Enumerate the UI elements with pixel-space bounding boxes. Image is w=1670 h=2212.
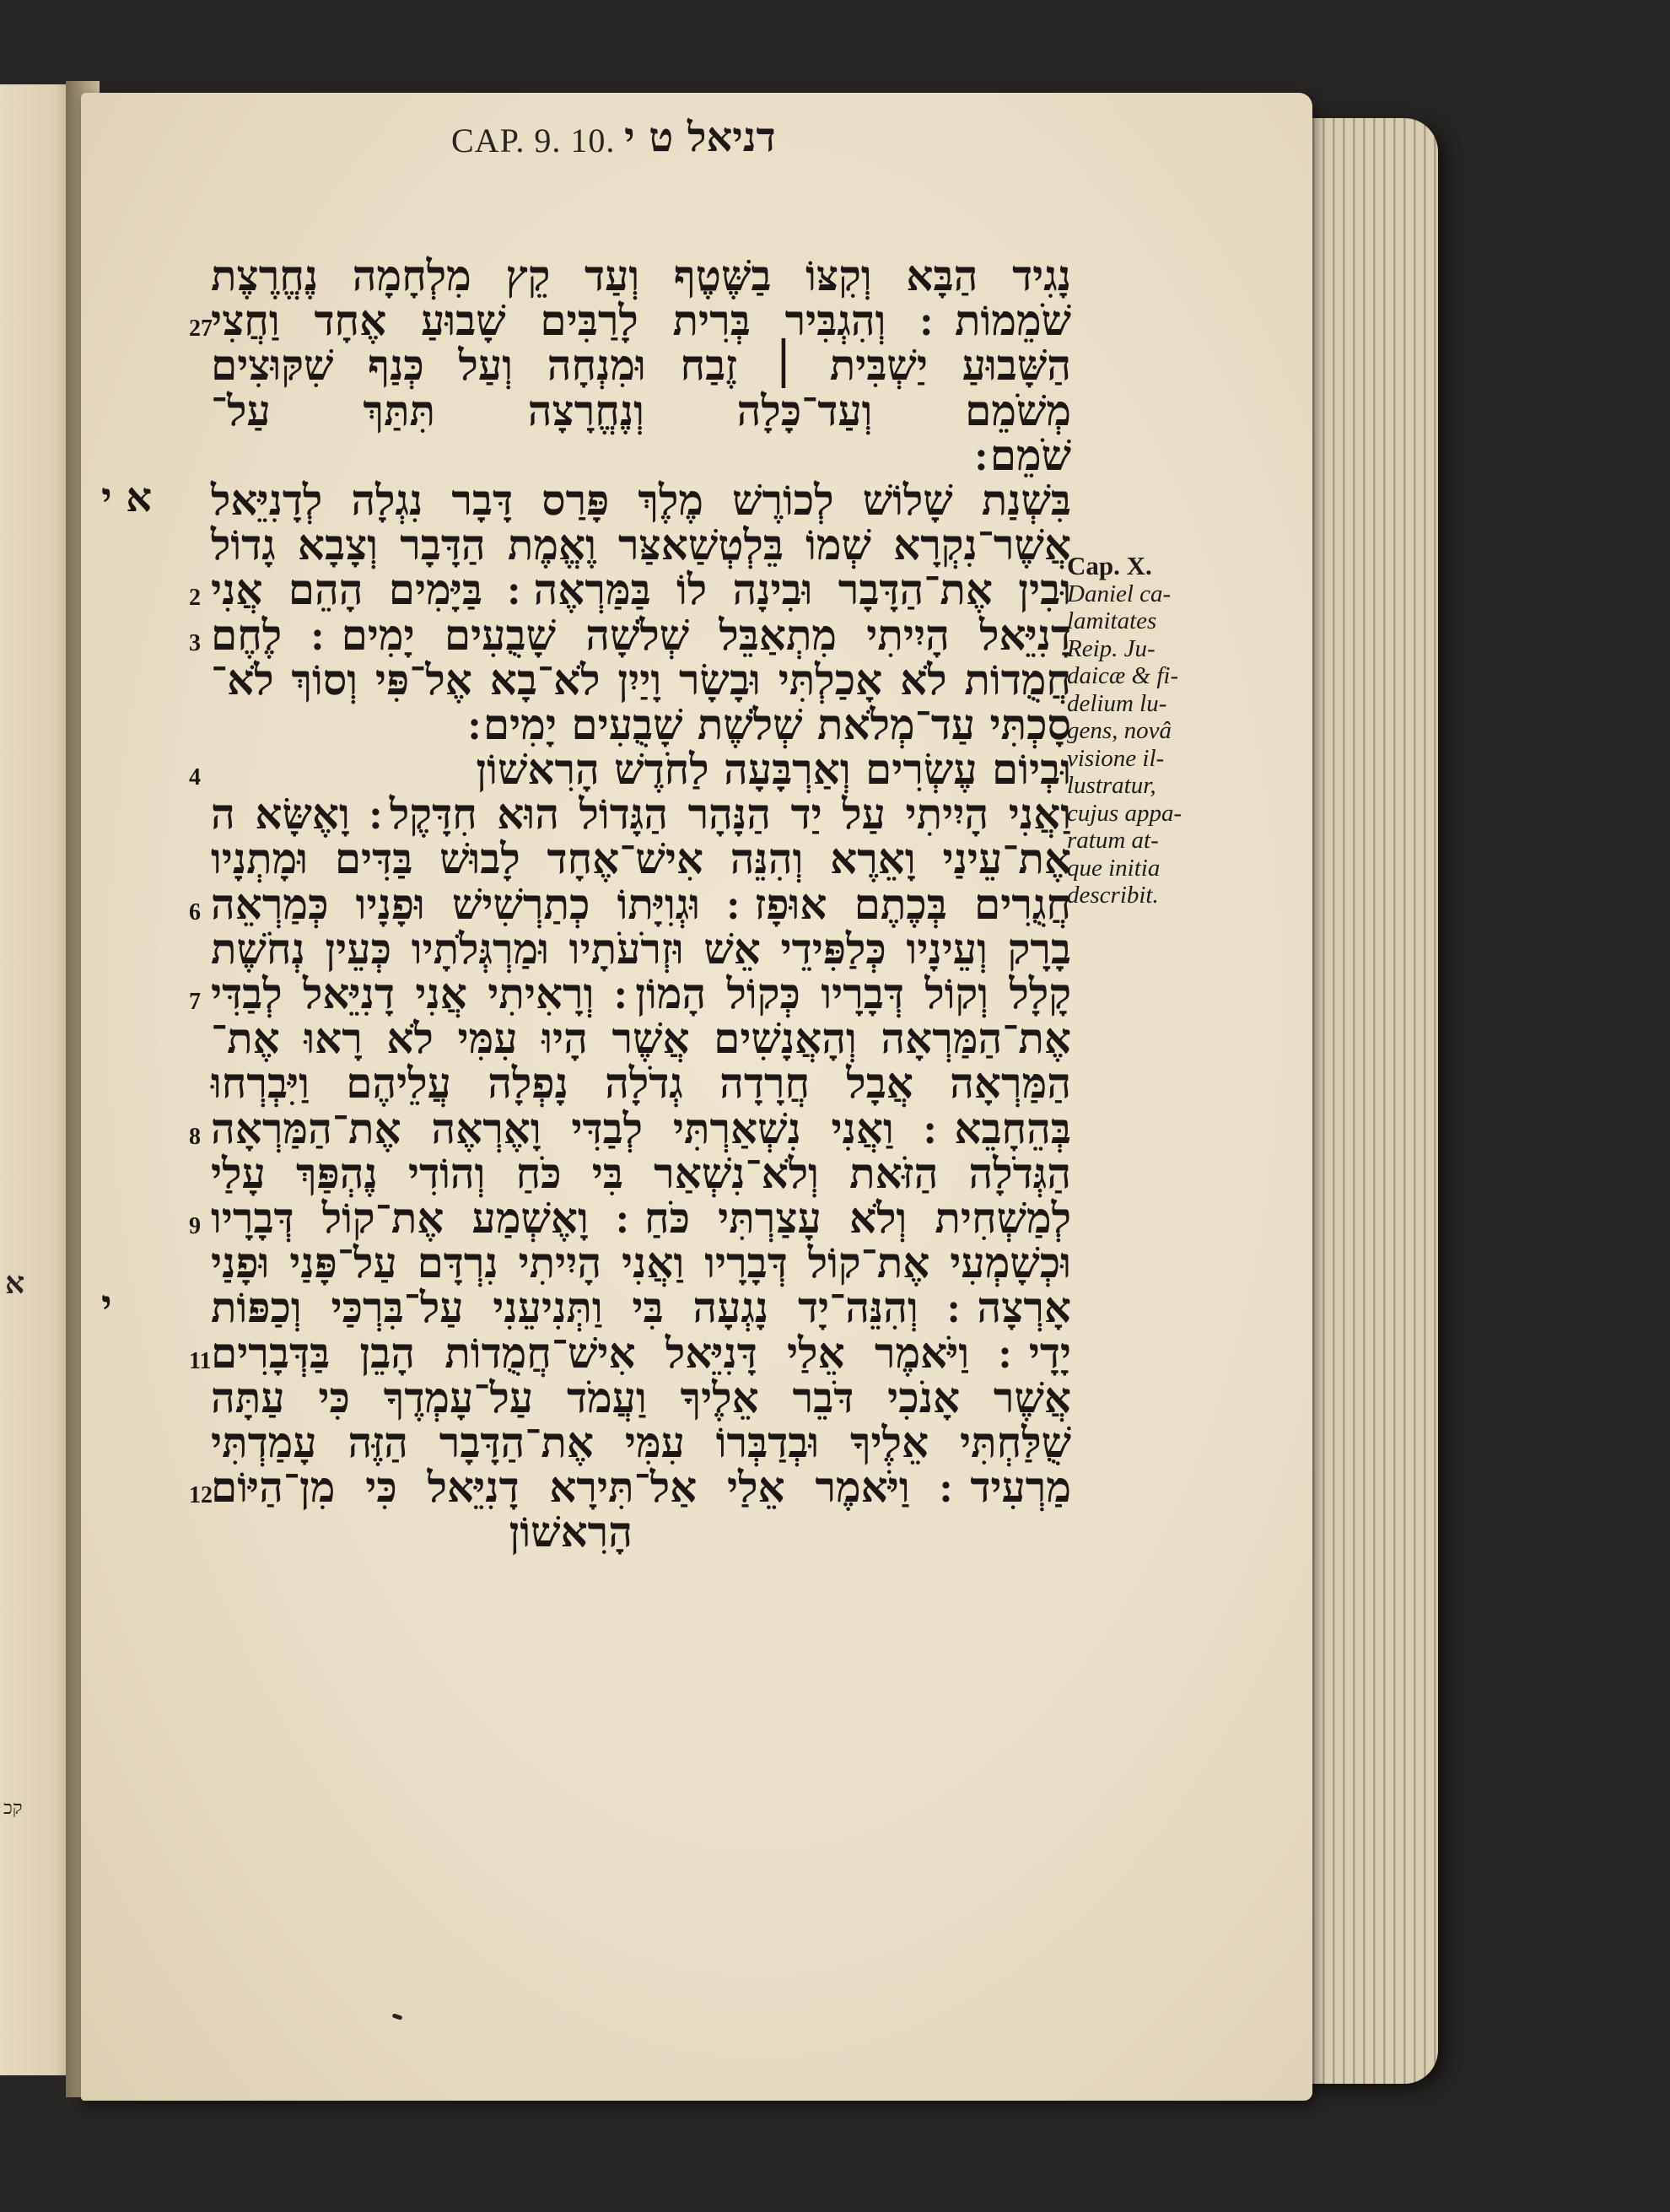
text-line bbox=[211, 699, 1071, 749]
margin-note-line: cujus appa- bbox=[1067, 799, 1182, 827]
text-line bbox=[211, 253, 1071, 298]
text-line-content: חֲגֻרִים בְּכֶתֶם אוּפָז ׃ וּגְוִיָּתוֹ כְתַרְשִׁישׁ וּפָנָיו כְּמַרְאֵה bbox=[211, 878, 1071, 929]
text-line-content: חֲמֻדוֹת לֹא אָכַלְתִּי וּבָשָׂר וָיַיִן לֹא־בָא אֶל־פִּי וְסוֹךְ לֹא־ bbox=[211, 654, 1071, 704]
text-line bbox=[189, 1462, 1071, 1513]
text-line-content: הַמַּרְאָה אֲבָל חֲרָדָה גְדֹלָה נָפְלָה עֲלֵיהֶם וַיִּבְרְחוּ bbox=[211, 1058, 1071, 1109]
chapter-verse-letters: א י bbox=[101, 473, 153, 521]
text-line-content: מַרְעִיד ׃ וַיֹּאמֶר אֵלַי אַל־תִּירָא דָנִיֵּאל כִּי מִן־הַיּוֹם bbox=[211, 1462, 1071, 1513]
text-line bbox=[101, 1281, 1072, 1333]
text-line-content: וּבִין אֶת־הַדָּבָר וּבִינָה לוֹ בַּמַּרְאֶה ׃ בַּיָּמִים הָהֵם אֲנִי bbox=[211, 564, 1071, 615]
text-line bbox=[211, 923, 1071, 974]
text-line bbox=[211, 429, 1071, 480]
text-line-content: הָרִאשׁוֹן bbox=[509, 1507, 633, 1557]
text-line-content: סָכְתִּי עַד־מְלֹאת שְׁלֹשֶׁת שָׁבֻעִים יָמִים ׃ bbox=[468, 699, 1071, 749]
left-page-fragment: א bbox=[5, 1265, 25, 1301]
text-line-content: מְשֹׁמֵם וְעַד־כָּלָה וְנֶחֱרָצָה תִּתַּךְ עַל־ bbox=[211, 385, 1071, 435]
margin-note-line: Daniel ca- bbox=[1067, 580, 1172, 607]
text-line-content: שֻׁלַּחְתִּי אֵלֶיךָ וּבְדַבְּרוֹ עִמִּי אֶת־הַדָּבָר הַזֶּה עָמַדְתִּי bbox=[211, 1416, 1071, 1467]
text-line bbox=[211, 834, 1071, 884]
text-line-content: נָגִיד הַבָּא וְקִצּוֹ בַשֶּׁטֶף וְעַד קֵץ מִלְחָמָה נֶחֱרֶצֶת bbox=[211, 251, 1071, 300]
text-line-content: אֲשֶׁר־נִקְרָא שְׁמוֹ בֵּלְטְשַׁאצַּר וֶאֱמֶת הַדָּבָר וְצָבָא גָדוֹל bbox=[211, 520, 1071, 570]
text-line-content: בָרָק וְעֵינָיו כְּלַפִּידֵי אֵשׁ וּזְרֹעֹתָיו וּמַרְגְּלֹתָיו כְּעֵין נְחֹשֶׁת bbox=[211, 923, 1071, 974]
verse-number: 9 bbox=[189, 1212, 201, 1239]
margin-note-line: daicæ & fi- bbox=[1067, 662, 1179, 689]
hebrew-text-block bbox=[101, 251, 1072, 1557]
text-line-content: שֹׁמֵמוֹת ׃ וְהִגְבִּיר בְּרִית לָרַבִּים שָׁבוּעַ אֶחָד וַחֲצִי bbox=[211, 295, 1071, 346]
text-line bbox=[211, 385, 1071, 435]
margin-note-line: delium lu- bbox=[1067, 689, 1167, 717]
text-line-content: קָלָל וְקוֹל דְּבָרָיו כְּקוֹל הָמוֹן ׃ וְרָאִיתִי אֲנִי דָנִיֵּאל לְבַדִּי bbox=[211, 968, 1071, 1018]
verse-number: 7 bbox=[189, 989, 201, 1015]
text-line bbox=[189, 609, 1071, 660]
text-line bbox=[211, 654, 1071, 704]
text-line bbox=[211, 1013, 1071, 1064]
verse-number: 3 bbox=[189, 629, 201, 656]
text-line bbox=[211, 789, 1071, 839]
margin-note-line: lustratur, bbox=[1067, 772, 1156, 799]
margin-note-line: gens, novâ bbox=[1067, 717, 1172, 744]
verse-number: 8 bbox=[189, 1123, 201, 1150]
text-line-content: וַאֲנִי הָיִיתִי עַל יַד הַנָּהָר הַגָּדוֹל הוּא חִדָּקֶל ׃ וָאֶשָּׂא ה bbox=[211, 789, 1071, 839]
chapter-verse-letters: י bbox=[101, 1281, 112, 1330]
text-line bbox=[211, 1507, 1071, 1557]
text-line bbox=[189, 564, 1071, 615]
text-line-content: הַגְּדֹלָה הַזֹּאת וְלֹא־נִשְׁאַר בִּי כֹּחַ וְהוֹדִי נֶהְפַּךְ עָלַי bbox=[211, 1147, 1071, 1198]
text-line-content: בְּהֵחָבֵא ׃ וַאֲנִי נִשְׁאַרְתִּי לְבַדִּי וָאֶרְאֶה אֶת־הַמַּרְאָה bbox=[211, 1103, 1071, 1153]
verse-number: 11 bbox=[189, 1347, 212, 1374]
margin-note-line: visione il- bbox=[1067, 744, 1165, 772]
margin-note-line: que initia bbox=[1067, 854, 1161, 882]
page-stack-edge bbox=[1295, 118, 1438, 2084]
margin-note-line: ratum at- bbox=[1067, 827, 1159, 854]
verse-number: 27 bbox=[189, 316, 213, 343]
text-line-content: הַשָּׁבוּעַ יַשְׁבִּית ׀ זֶבַח וּמִנְחָה וְעַל כְּנַף שִׁקּוּצִים bbox=[211, 340, 1071, 391]
margin-note-title: Cap. X. bbox=[1067, 551, 1152, 580]
margin-note-line: describit. bbox=[1067, 882, 1159, 909]
text-line-content: אָרְצָה ׃ וְהִנֵּה־יָד נָגְעָה בִּי וַתְּנִיעֵנִי עַל־בִּרְכַּי וְכַפּוֹת bbox=[211, 1282, 1072, 1333]
verse-number: 4 bbox=[189, 764, 201, 791]
book-title: דניאל ט י bbox=[624, 114, 776, 161]
chapter-range: CAP. 9. 10. bbox=[451, 121, 616, 159]
text-line bbox=[211, 1416, 1071, 1467]
text-line-content: לְמַשְׁחִית וְלֹא עָצַרְתִּי כֹּחַ ׃ וָאֶשְׁמַע אֶת־קוֹל דְּבָרָיו bbox=[211, 1192, 1071, 1243]
text-line bbox=[211, 1058, 1071, 1109]
text-line bbox=[189, 295, 1071, 346]
verse-number: 2 bbox=[189, 585, 201, 612]
text-line bbox=[211, 340, 1071, 391]
text-line bbox=[189, 744, 1071, 795]
text-line-content: וּכְשָׁמְעִי אֶת־קוֹל דְּבָרָיו וַאֲנִי הָיִיתִי נִרְדָּם עַל־פָּנַי וּפָנַי bbox=[211, 1238, 1071, 1288]
verse-number: 12 bbox=[189, 1482, 213, 1509]
running-header bbox=[371, 114, 1130, 173]
text-line-content: שֹׁמֵם ׃ bbox=[975, 429, 1071, 480]
text-line bbox=[211, 1372, 1071, 1422]
margin-note-line: lamitates bbox=[1067, 607, 1157, 634]
text-line bbox=[189, 1327, 1071, 1378]
text-line-content: בִּשְׁנַת שָׁלוֹשׁ לְכוֹרֶשׁ מֶלֶךְ פָּרַס דָּבָר נִגְלָה לְדָנִיֵּאל bbox=[211, 474, 1071, 525]
verse-number: 6 bbox=[189, 898, 201, 925]
text-line bbox=[189, 1103, 1071, 1153]
text-line-content: יָדָי ׃ וַיֹּאמֶר אֵלַי דָּנִיֵּאל אִישׁ־חֲמֻדוֹת הָבֵן בַּדְּבָרִים bbox=[211, 1327, 1071, 1378]
text-line-content: אֶת־הַמַּרְאָה וְהָאֲנָשִׁים אֲשֶׁר הָיוּ עִמִּי לֹא רָאוּ אֶת־ bbox=[211, 1013, 1071, 1064]
text-line-content: אֲשֶׁר אָנֹכִי דֹּבֵר אֵלֶיךָ וַעֲמֹד עַל־עָמְדֶךָ כִּי עַתָּה bbox=[211, 1372, 1071, 1422]
margin-note bbox=[1067, 553, 1202, 909]
text-line bbox=[211, 1238, 1071, 1288]
text-line-content: וּבְיוֹם עֶשְׂרִים וְאַרְבָּעָה לַחֹדֶשׁ הָרִאשׁוֹן bbox=[476, 744, 1071, 795]
text-line bbox=[189, 968, 1071, 1018]
text-line bbox=[189, 878, 1071, 929]
margin-note-line: Reip. Ju- bbox=[1067, 634, 1156, 662]
text-line bbox=[211, 520, 1071, 570]
text-line bbox=[189, 1192, 1071, 1243]
text-line bbox=[211, 1147, 1071, 1198]
text-line-content: אֶת־עֵינַי וָאֵרֶא וְהִנֵּה אִישׁ־אֶחָד לָבוּשׁ בַּדִּים וּמָתְנָיו bbox=[211, 834, 1071, 884]
text-line bbox=[101, 473, 1071, 525]
left-page-fragment: קכ bbox=[3, 1798, 23, 1819]
text-line-content: דָנִיֵּאל הָיִיתִי מִתְאַבֵּל שְׁלֹשָׁה שָׁבֻעִים יָמִים ׃ לֶחֶם bbox=[211, 609, 1071, 660]
